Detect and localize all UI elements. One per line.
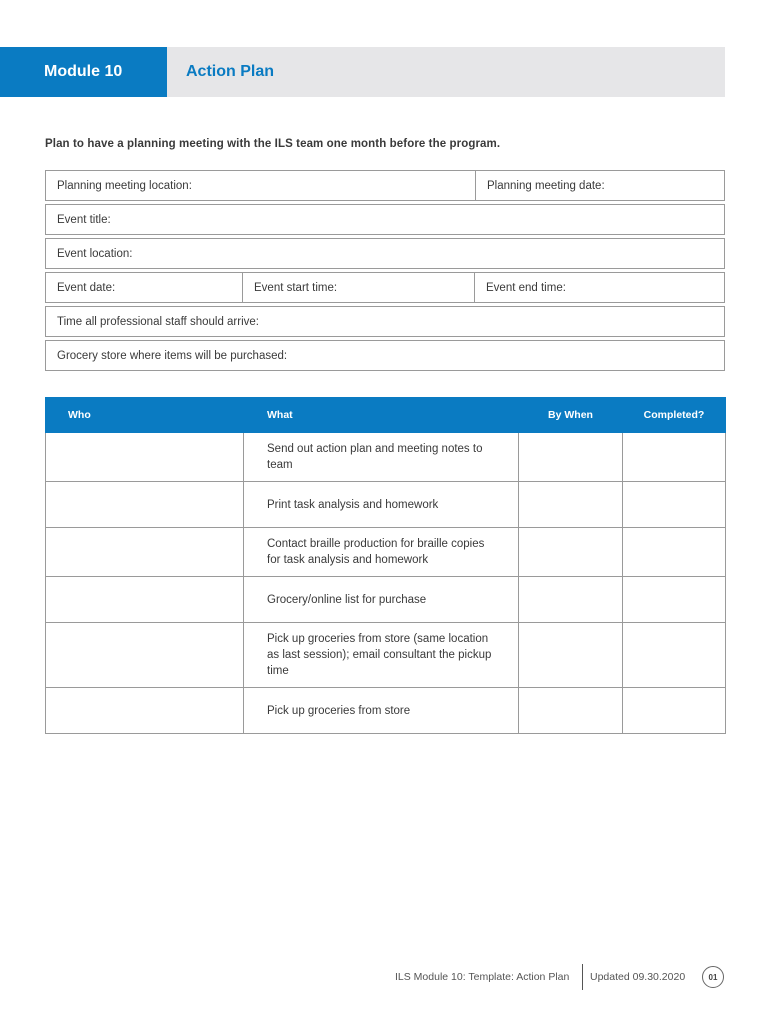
- what-cell: Pick up groceries from store: [244, 688, 519, 734]
- event-start-time-field[interactable]: Event start time:: [242, 272, 475, 303]
- who-cell[interactable]: [46, 623, 244, 688]
- who-cell[interactable]: [46, 433, 244, 482]
- table-row: [46, 577, 726, 623]
- event-date-field[interactable]: Event date:: [45, 272, 243, 303]
- footer-updated-date: Updated 09.30.2020: [590, 971, 686, 983]
- who-cell[interactable]: [46, 688, 244, 734]
- staff-arrive-field[interactable]: Time all professional staff should arrive:: [45, 306, 725, 337]
- table-row: [46, 623, 726, 688]
- grocery-store-field[interactable]: Grocery store where items will be purchased:: [45, 340, 725, 371]
- who-cell[interactable]: [46, 528, 244, 577]
- action-plan-table: [45, 397, 726, 734]
- module-label: Module 10: [0, 47, 167, 97]
- who-cell[interactable]: [46, 577, 244, 623]
- header-completed: Completed?: [623, 398, 726, 433]
- table-row: [46, 482, 726, 528]
- page-title: Action Plan: [167, 47, 725, 97]
- header-who: Who: [46, 398, 244, 433]
- staff-arrive-row: [45, 306, 725, 337]
- event-title-field[interactable]: Event title:: [45, 204, 725, 235]
- event-location-row: [45, 238, 725, 269]
- completed-cell[interactable]: [623, 433, 726, 482]
- planning-row: [45, 170, 725, 201]
- page-header: [0, 47, 725, 97]
- event-location-field[interactable]: Event location:: [45, 238, 725, 269]
- footer-divider: [582, 964, 583, 990]
- table-header-row: [46, 398, 726, 433]
- what-cell: Send out action plan and meeting notes to team: [244, 433, 519, 482]
- by-when-cell[interactable]: [519, 433, 623, 482]
- who-cell[interactable]: [46, 482, 244, 528]
- header-what: What: [244, 398, 519, 433]
- completed-cell[interactable]: [623, 482, 726, 528]
- event-time-row: [45, 272, 725, 303]
- what-cell: Pick up groceries from store (same location as last session); email consultant the pickup time: [244, 623, 519, 688]
- completed-cell[interactable]: [623, 528, 726, 577]
- event-end-time-field[interactable]: Event end time:: [474, 272, 725, 303]
- page-number-badge: 01: [702, 966, 724, 988]
- by-when-cell[interactable]: [519, 528, 623, 577]
- completed-cell[interactable]: [623, 577, 726, 623]
- what-cell: Print task analysis and homework: [244, 482, 519, 528]
- by-when-cell[interactable]: [519, 623, 623, 688]
- completed-cell[interactable]: [623, 623, 726, 688]
- by-when-cell[interactable]: [519, 688, 623, 734]
- intro-text: Plan to have a planning meeting with the ILS team one month before the program.: [45, 138, 501, 150]
- grocery-store-row: [45, 340, 725, 371]
- by-when-cell[interactable]: [519, 577, 623, 623]
- planning-location-field[interactable]: Planning meeting location:: [45, 170, 476, 201]
- table-row: [46, 528, 726, 577]
- page-footer: [0, 962, 770, 992]
- footer-doc-name: ILS Module 10: Template: Action Plan: [395, 971, 570, 983]
- header-by-when: By When: [519, 398, 623, 433]
- table-row: [46, 688, 726, 734]
- completed-cell[interactable]: [623, 688, 726, 734]
- event-title-row: [45, 204, 725, 235]
- table-row: [46, 433, 726, 482]
- by-when-cell[interactable]: [519, 482, 623, 528]
- what-cell: Contact braille production for braille copies for task analysis and homework: [244, 528, 519, 577]
- planning-date-field[interactable]: Planning meeting date:: [475, 170, 725, 201]
- what-cell: Grocery/online list for purchase: [244, 577, 519, 623]
